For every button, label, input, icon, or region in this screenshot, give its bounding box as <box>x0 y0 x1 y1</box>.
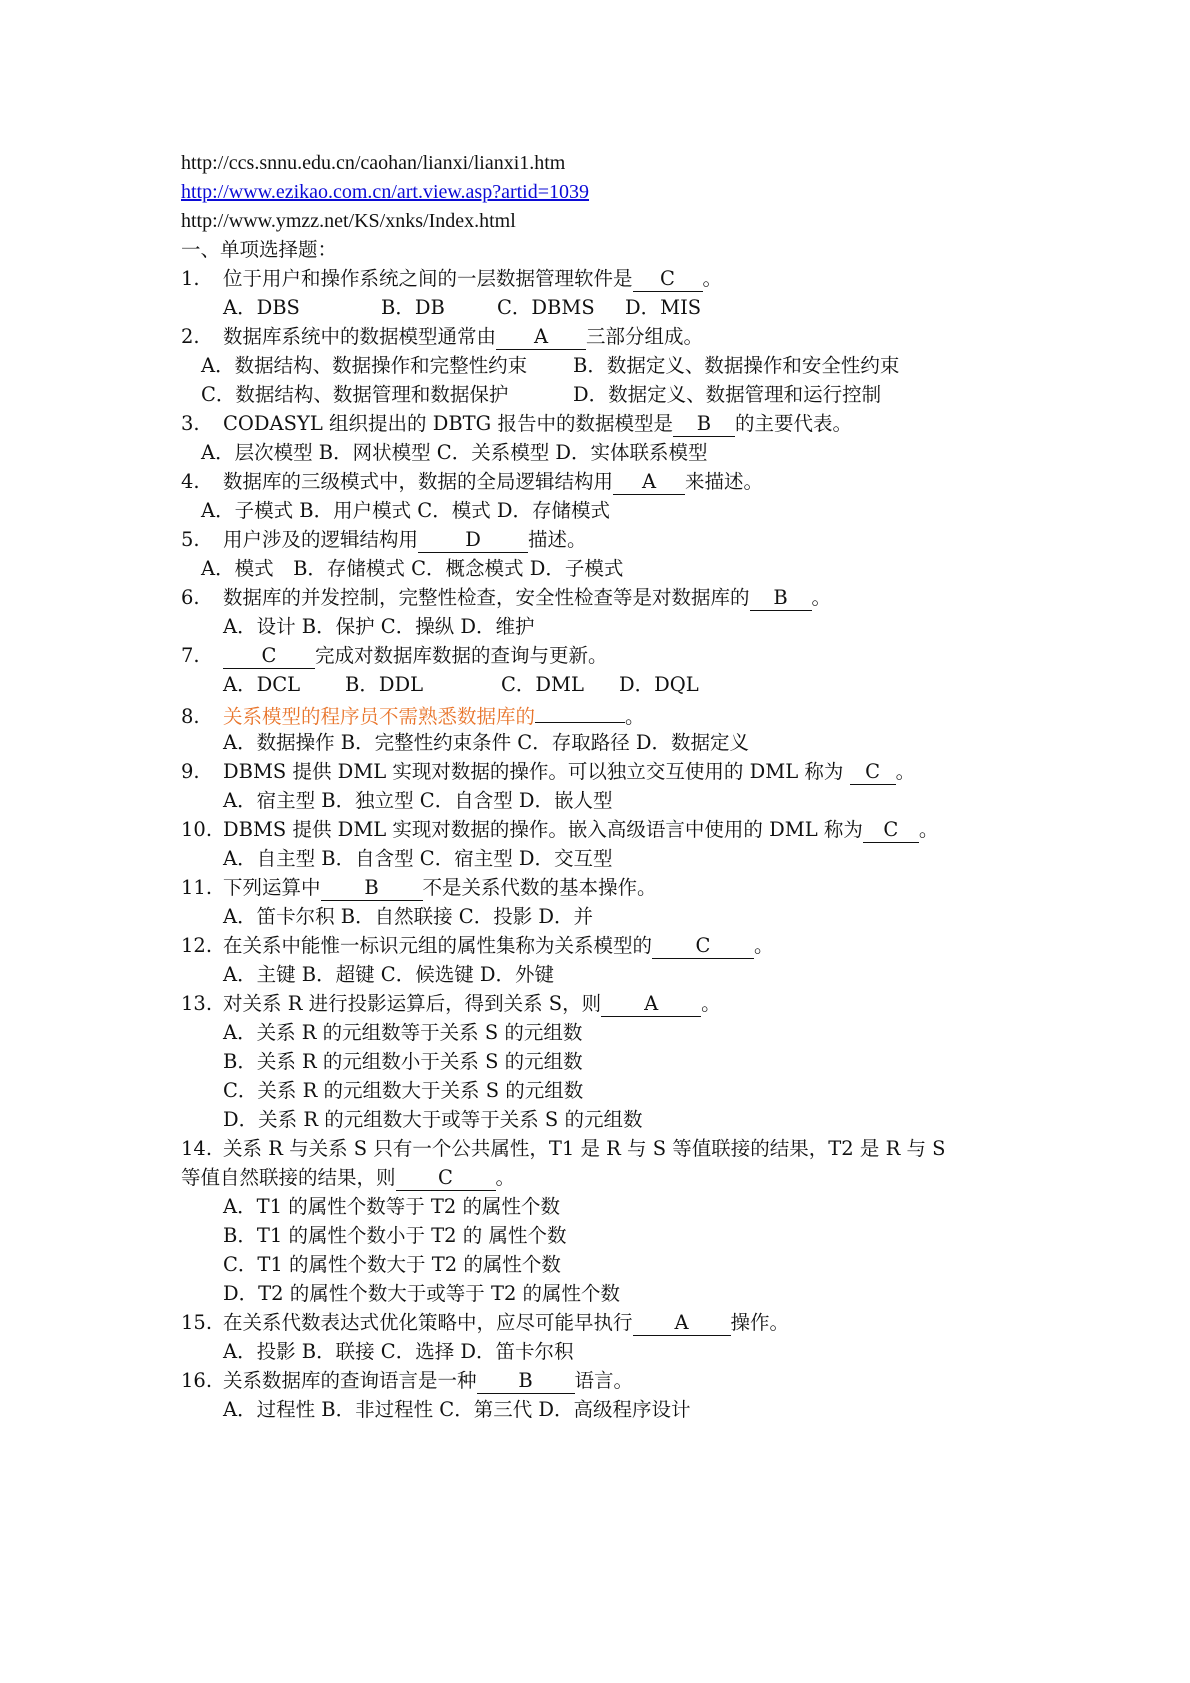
url-line-3: http://www.ymzz.net/KS/xnks/Index.html <box>181 210 516 232</box>
option-14b: B．T1 的属性个数小于 T2 的 属性个数 <box>223 1224 567 1247</box>
options-16: A．过程性 B．非过程性 C．第三代 D．高级程序设计 <box>223 1398 691 1421</box>
options-3: A．层次模型 B．网状模型 C．关系模型 D．实体联系模型 <box>201 441 708 464</box>
hyperlink[interactable]: http://www.ezikao.com.cn/art.view.asp?artid=1039 <box>181 181 590 203</box>
url-line-1: http://ccs.snnu.edu.cn/caohan/lianxi/lianxi1.htm <box>181 152 566 174</box>
question-11: 11. 下列运算中 B 不是关系代数的基本操作。 <box>181 876 657 899</box>
highlighted-question-text: 关系模型的程序员不需熟悉数据库的 <box>223 705 536 728</box>
option-14d: D．T2 的属性个数大于或等于 T2 的属性个数 <box>223 1282 621 1305</box>
answer-blank: A <box>496 326 586 350</box>
answer-blank: A <box>633 1312 731 1336</box>
answer-blank: C <box>863 819 919 843</box>
question-1: 1. 位于用户和操作系统之间的一层数据管理软件是 C 。 <box>181 267 723 290</box>
section-title: 一、单项选择题： <box>181 238 338 261</box>
question-9: 9. DBMS 提供 DML 实现对数据的操作。可以独立交互使用的 DML 称为 C 。 <box>181 760 916 783</box>
answer-blank: B <box>673 413 735 437</box>
options-6: A．设计 B．保护 C．操纵 D．维护 <box>223 615 535 638</box>
question-13: 13. 对关系 R 进行投影运算后，得到关系 S，则 A 。 <box>181 992 721 1015</box>
option-13c: C．关系 R 的元组数大于关系 S 的元组数 <box>223 1079 584 1102</box>
answer-blank: C <box>850 761 896 785</box>
question-7: 7. C 完成对数据库数据的查询与更新。 <box>181 644 608 667</box>
question-16: 16. 关系数据库的查询语言是一种 B 语言。 <box>181 1369 634 1392</box>
options-8: A．数据操作 B．完整性约束条件 C．存取路径 D．数据定义 <box>223 731 750 754</box>
answer-blank <box>535 699 625 723</box>
options-4: A．子模式 B．用户模式 C．模式 D．存储模式 <box>201 499 611 522</box>
option-13b: B．关系 R 的元组数小于关系 S 的元组数 <box>223 1050 583 1073</box>
question-12: 12. 在关系中能惟一标识元组的属性集称为关系模型的 C 。 <box>181 934 774 957</box>
option-13d: D．关系 R 的元组数大于或等于关系 S 的元组数 <box>223 1108 643 1131</box>
question-14: 14. 关系 R 与关系 S 只有一个公共属性，T1 是 R 与 S 等值联接的结果，T2 是 R 与 S <box>181 1137 946 1160</box>
answer-blank: C <box>223 645 315 669</box>
question-4: 4. 数据库的三级模式中，数据的全局逻辑结构用 A 来描述。 <box>181 470 764 493</box>
question-10: 10. DBMS 提供 DML 实现对数据的操作。嵌入高级语言中使用的 DML 称为 C 。 <box>181 818 939 841</box>
answer-blank: D <box>418 529 528 553</box>
question-8: 8. 关系模型的程序员不需熟悉数据库的 。 <box>181 699 645 729</box>
answer-blank: B <box>477 1370 575 1394</box>
options-12: A．主键 B．超键 C．候选键 D．外键 <box>223 963 555 986</box>
answer-blank: C <box>633 268 703 292</box>
question-15: 15. 在关系代数表达式优化策略中，应尽可能早执行 A 操作。 <box>181 1311 790 1334</box>
options-10: A．自主型 B．自含型 C．宿主型 D．交互型 <box>223 847 613 870</box>
options-1: A．DBS B．DB C．DBMS D．MIS <box>223 296 702 319</box>
options-9: A．宿主型 B．独立型 C．自含型 D．嵌人型 <box>223 789 613 812</box>
question-6: 6. 数据库的并发控制，完整性检查，安全性检查等是对数据库的 B 。 <box>181 586 832 609</box>
options-11: A．笛卡尔积 B．自然联接 C．投影 D．并 <box>223 905 594 928</box>
options-7: A．DCL B．DDL C．DML D．DQL <box>223 673 699 696</box>
answer-blank: B <box>321 877 423 901</box>
option-14c: C．T1 的属性个数大于 T2 的属性个数 <box>223 1253 561 1276</box>
options-2b: C．数据结构、数据管理和数据保护 D．数据定义、数据管理和运行控制 <box>201 383 882 406</box>
options-5: A．模式 B．存储模式 C．概念模式 D．子模式 <box>201 557 624 580</box>
question-5: 5. 用户涉及的逻辑结构用 D 描述。 <box>181 528 587 551</box>
question-2: 2. 数据库系统中的数据模型通常由 A 三部分组成。 <box>181 325 704 348</box>
answer-blank: C <box>652 935 754 959</box>
option-13a: A．关系 R 的元组数等于关系 S 的元组数 <box>223 1021 583 1044</box>
answer-blank: A <box>601 993 701 1017</box>
answer-blank: A <box>613 471 685 495</box>
question-14-continued: 等值自然联接的结果，则 C 。 <box>181 1166 516 1189</box>
options-15: A．投影 B．联接 C．选择 D．笛卡尔积 <box>223 1340 574 1363</box>
answer-blank: B <box>750 587 812 611</box>
options-2a: A．数据结构、数据操作和完整性约束 B．数据定义、数据操作和安全性约束 <box>201 354 900 377</box>
question-3: 3. CODASYL 组织提出的 DBTG 报告中的数据模型是 B 的主要代表。 <box>181 412 852 435</box>
answer-blank: C <box>396 1167 496 1191</box>
option-14a: A．T1 的属性个数等于 T2 的属性个数 <box>223 1195 561 1218</box>
